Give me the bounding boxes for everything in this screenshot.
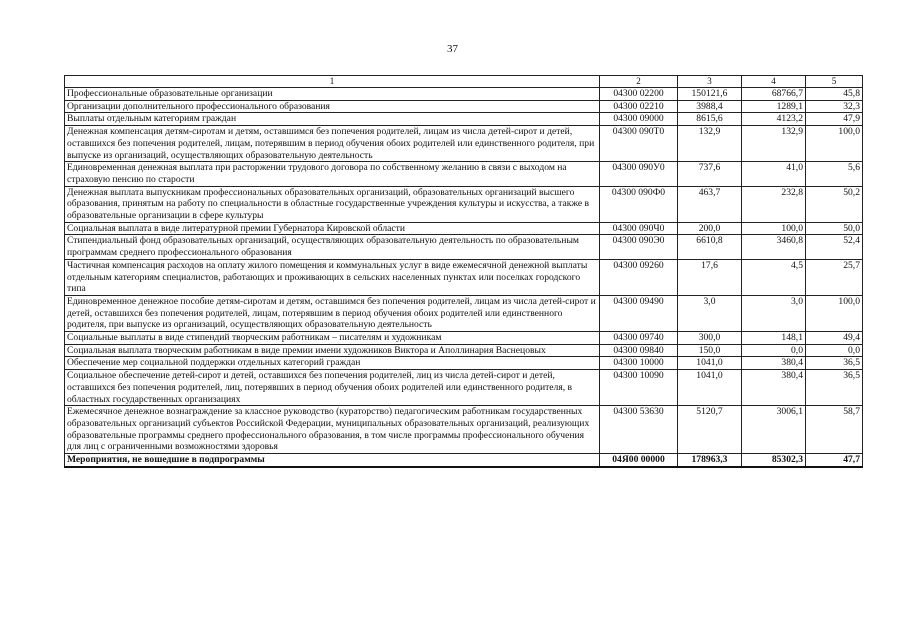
- row-value-col3: 178963,3: [678, 454, 742, 467]
- table-row: [65, 357, 863, 370]
- row-value-col5: 45,8: [806, 88, 863, 101]
- page-number: 37: [447, 43, 458, 55]
- row-name: Ежемесячное денежное вознаграждение за классное руководство (кураторство) педагогическим работникам государственных образовательных организаций субъектов Российской Федерации, муниципальных образовательных организаций, реализующих образовательные программы среднего профессионального образования, в том числе программы профессионального обучения для лиц с ограниченными возможностями здоровья: [65, 406, 600, 454]
- row-value-col4: 0,0: [742, 344, 806, 357]
- row-value-col4: 232,8: [742, 186, 806, 222]
- row-value-col4: 41,0: [742, 162, 806, 186]
- row-value-col3: 6610,8: [678, 235, 742, 259]
- row-name: Социальная выплата творческим работникам в виде премии имени художников Виктора и Аполлинария Васнецовых: [65, 344, 600, 357]
- table-row: [65, 235, 863, 259]
- row-code: 04300 02210: [600, 100, 678, 113]
- row-name: Профессиональные образовательные организации: [65, 88, 600, 101]
- row-code: 04300 090У0: [600, 162, 678, 186]
- row-value-col3: 1041,0: [678, 370, 742, 406]
- row-value-col3: 200,0: [678, 222, 742, 235]
- row-value-col3: 150121,6: [678, 88, 742, 101]
- row-value-col5: 47,7: [806, 454, 863, 467]
- row-code: 04Я00 00000: [600, 454, 678, 467]
- row-value-col5: 36,5: [806, 370, 863, 406]
- row-value-col3: 150,0: [678, 344, 742, 357]
- row-value-col3: 8615,6: [678, 113, 742, 126]
- row-name: Социальное обеспечение детей-сирот и детей, оставшихся без попечения родителей, лиц из числа детей-сирот и детей, оставшихся без попечения родителей, лиц, потерявших в период обучения обоих родителей или единственного родителя, в областных государственных организациях: [65, 370, 600, 406]
- row-value-col3: 3988,4: [678, 100, 742, 113]
- row-value-col3: 1041,0: [678, 357, 742, 370]
- row-code: 04300 02200: [600, 88, 678, 101]
- row-value-col3: 737,6: [678, 162, 742, 186]
- table-row: [65, 100, 863, 113]
- row-code: 04300 10000: [600, 357, 678, 370]
- table-row: [65, 126, 863, 162]
- row-value-col5: 52,4: [806, 235, 863, 259]
- row-value-col4: 3006,1: [742, 406, 806, 454]
- column-header-1: 1: [65, 76, 600, 88]
- row-name: Стипендиальный фонд образовательных организаций, осуществляющих образовательную деятельность по образовательным программам среднего профессионального образования: [65, 235, 600, 259]
- budget-table: [64, 75, 863, 468]
- row-value-col5: 36,5: [806, 357, 863, 370]
- row-code: 04300 090Э0: [600, 235, 678, 259]
- column-header-5: 5: [806, 76, 863, 88]
- table-row: [65, 162, 863, 186]
- row-value-col5: 47,9: [806, 113, 863, 126]
- row-name: Единовременное денежное пособие детям-сиротам и детям, оставшимся без попечения родителей, лицам из числа детей-сирот и детей, оставшихся без попечения родителей, лицам, потерявшим в период обучения обоих родителей или единственного родителя, при выпуске из организаций, осуществляющих образовательную деятельность: [65, 295, 600, 331]
- row-code: 04300 09260: [600, 259, 678, 295]
- row-name: Выплаты отдельным категориям граждан: [65, 113, 600, 126]
- row-value-col3: 3,0: [678, 295, 742, 331]
- table-header-row: [65, 76, 863, 88]
- row-value-col5: 32,3: [806, 100, 863, 113]
- table-row: [65, 88, 863, 101]
- table-row: [65, 406, 863, 454]
- table-row: [65, 344, 863, 357]
- row-code: 04300 10090: [600, 370, 678, 406]
- row-name: Мероприятия, не вошедшие в подпрограммы: [65, 454, 600, 467]
- row-value-col4: 380,4: [742, 357, 806, 370]
- row-value-col4: 85302,3: [742, 454, 806, 467]
- table-row: [65, 186, 863, 222]
- row-name: Социальная выплата в виде литературной премии Губернатора Кировской области: [65, 222, 600, 235]
- column-header-3: 3: [678, 76, 742, 88]
- row-code: 04300 09840: [600, 344, 678, 357]
- row-value-col4: 3,0: [742, 295, 806, 331]
- row-value-col4: 3460,8: [742, 235, 806, 259]
- row-value-col5: 50,0: [806, 222, 863, 235]
- row-code: 04300 09490: [600, 295, 678, 331]
- row-value-col4: 380,4: [742, 370, 806, 406]
- row-value-col4: 1289,1: [742, 100, 806, 113]
- row-value-col4: 132,9: [742, 126, 806, 162]
- table-row: [65, 222, 863, 235]
- row-code: 04300 090Т0: [600, 126, 678, 162]
- row-value-col5: 50,2: [806, 186, 863, 222]
- row-value-col3: 17,6: [678, 259, 742, 295]
- row-name: Денежная выплата выпускникам профессиональных образовательных организаций, образовательных организаций высшего образования, принятым на работу по специальности в областные государственные учреждения культуры и искусства, а также в образовательные организации в сфере культуры: [65, 186, 600, 222]
- row-value-col5: 49,4: [806, 332, 863, 345]
- row-code: 04300 09740: [600, 332, 678, 345]
- table-row: [65, 295, 863, 331]
- row-name: Социальные выплаты в виде стипендий творческим работникам – писателям и художникам: [65, 332, 600, 345]
- row-code: 04300 090Ф0: [600, 186, 678, 222]
- row-name: Частичная компенсация расходов на оплату жилого помещения и коммунальных услуг в виде ежемесячной денежной выплаты отдельным категориям специалистов, работающих и проживающих в сельских населенных пунктах или поселках городского типа: [65, 259, 600, 295]
- row-value-col5: 100,0: [806, 295, 863, 331]
- row-value-col3: 5120,7: [678, 406, 742, 454]
- row-code: 04300 090Ч0: [600, 222, 678, 235]
- table-row: [65, 370, 863, 406]
- row-name: Единовременная денежная выплата при расторжении трудового договора по собственному желанию в связи с выходом на страховую пенсию по старости: [65, 162, 600, 186]
- column-header-4: 4: [742, 76, 806, 88]
- row-value-col4: 100,0: [742, 222, 806, 235]
- table-total-row: [65, 454, 863, 467]
- column-header-2: 2: [600, 76, 678, 88]
- row-name: Организации дополнительного профессионального образования: [65, 100, 600, 113]
- row-value-col3: 300,0: [678, 332, 742, 345]
- row-value-col4: 68766,7: [742, 88, 806, 101]
- row-value-col3: 463,7: [678, 186, 742, 222]
- row-value-col4: 148,1: [742, 332, 806, 345]
- row-name: Обеспечение мер социальной поддержки отдельных категорий граждан: [65, 357, 600, 370]
- row-value-col5: 5,6: [806, 162, 863, 186]
- row-value-col5: 25,7: [806, 259, 863, 295]
- row-name: Денежная компенсация детям-сиротам и детям, оставшимся без попечения родителей, лицам из числа детей-сирот и детей, оставшихся без попечения родителей, лицам, потерявшим в период обучения обоих родителей или единственного родителя, при выпуске из организаций, осуществляющих образовательную деятельность: [65, 126, 600, 162]
- row-value-col5: 0,0: [806, 344, 863, 357]
- row-code: 04300 53630: [600, 406, 678, 454]
- table-row: [65, 259, 863, 295]
- table-row: [65, 332, 863, 345]
- row-value-col4: 4,5: [742, 259, 806, 295]
- row-code: 04300 09000: [600, 113, 678, 126]
- table-row: [65, 113, 863, 126]
- row-value-col4: 4123,2: [742, 113, 806, 126]
- row-value-col5: 100,0: [806, 126, 863, 162]
- row-value-col3: 132,9: [678, 126, 742, 162]
- row-value-col5: 58,7: [806, 406, 863, 454]
